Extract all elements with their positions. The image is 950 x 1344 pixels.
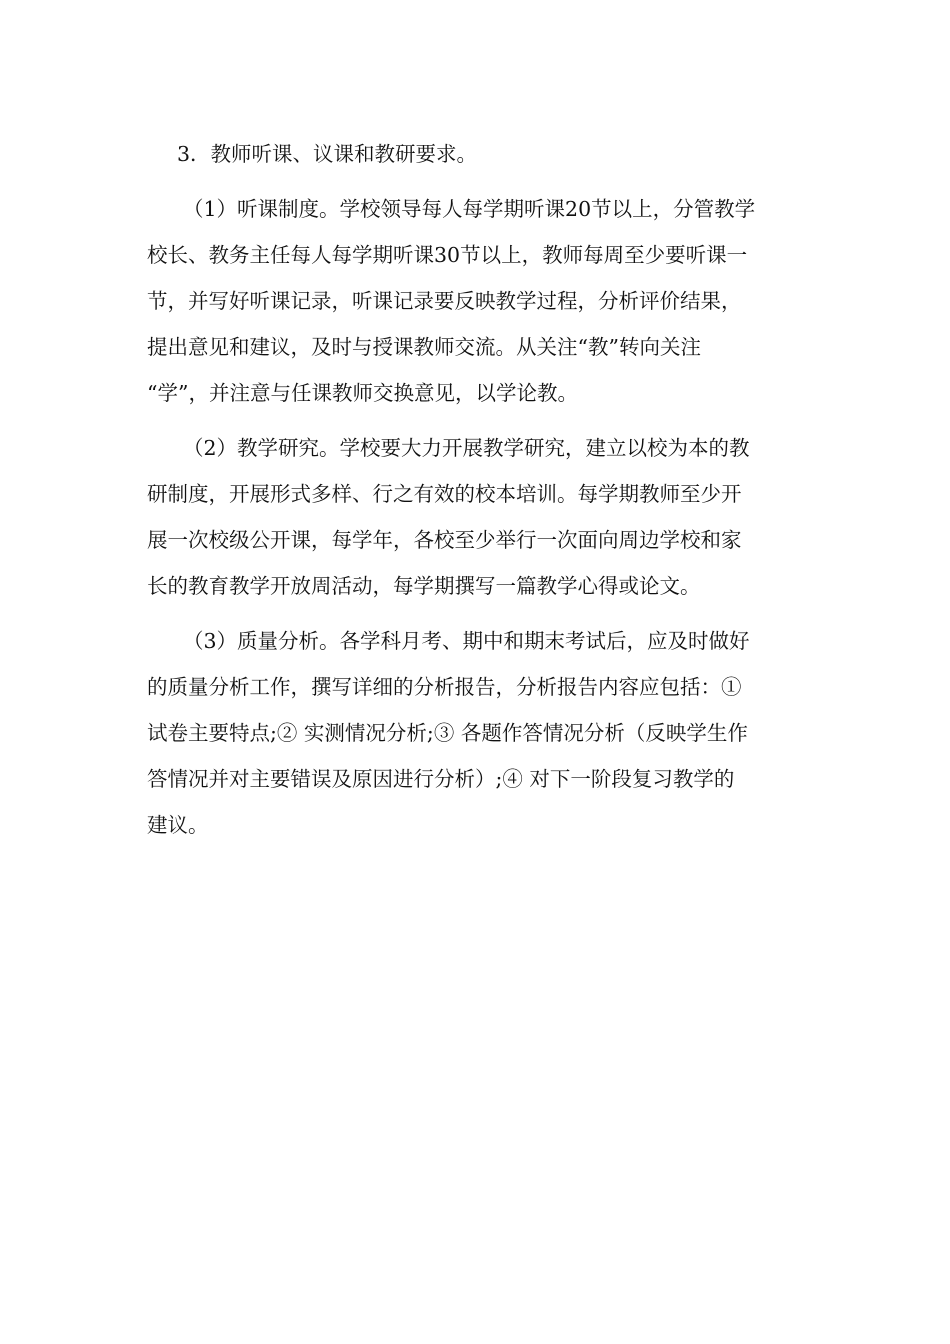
paragraph-quality-analysis xyxy=(147,618,807,848)
paragraph-line: 提出意见和建议，及时与授课教师交流。从关注“教”转向关注 xyxy=(147,335,701,359)
paragraph-teaching-research xyxy=(147,425,807,609)
paragraph-line: 建议。 xyxy=(147,813,209,837)
paragraph-line: （2）教学研究。学校要大力开展教学研究，建立以校为本的教 xyxy=(183,436,750,460)
paragraph-listening-system xyxy=(147,186,807,416)
document-body xyxy=(147,131,807,848)
paragraph-line: 展一次校级公开课，每学年，各校至少举行一次面向周边学校和家 xyxy=(147,528,742,552)
paragraph-line: 长的教育教学开放周活动，每学期撰写一篇教学心得或论文。 xyxy=(147,574,701,598)
paragraph-line: 节，并写好听课记录，听课记录要反映教学过程，分析评价结果， xyxy=(147,289,742,313)
paragraph-line: 研制度，开展形式多样、行之有效的校本培训。每学期教师至少开 xyxy=(147,482,742,506)
paragraph-line: （3）质量分析。各学科月考、期中和期末考试后，应及时做好 xyxy=(183,629,750,653)
spacer xyxy=(147,177,807,186)
section-heading: 3．教师听课、议课和教研要求。 xyxy=(177,142,478,166)
spacer xyxy=(147,416,807,425)
paragraph-line: 试卷主要特点;② 实测情况分析;③ 各题作答情况分析（反映学生作 xyxy=(147,721,748,745)
spacer xyxy=(147,609,807,618)
paragraph-line: 校长、教务主任每人每学期听课30节以上，教师每周至少要听课一 xyxy=(147,243,748,267)
paragraph-line: 的质量分析工作，撰写详细的分析报告，分析报告内容应包括：① xyxy=(147,675,742,699)
paragraph-line: “学”，并注意与任课教师交换意见，以学论教。 xyxy=(147,381,578,405)
paragraph-line: （1）听课制度。学校领导每人每学期听课20节以上，分管教学 xyxy=(183,197,756,221)
paragraph-line: 答情况并对主要错误及原因进行分析）;④ 对下一阶段复习教学的 xyxy=(147,767,735,791)
